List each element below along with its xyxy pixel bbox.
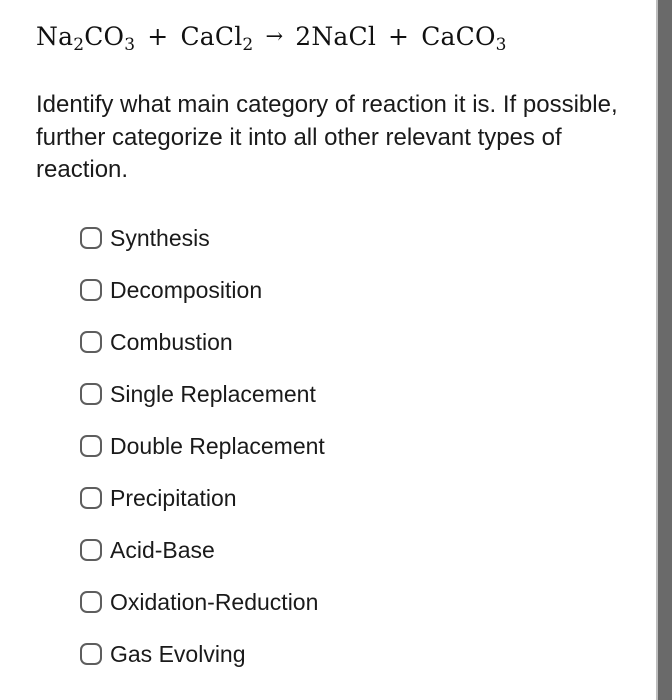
option-gas-evolving[interactable] [80,628,325,680]
option-label: Combustion [110,328,233,355]
checkbox[interactable] [80,279,102,301]
option-label: Oxidation-Reduction [110,588,319,615]
checkbox[interactable] [80,435,102,457]
option-label: Single Replacement [110,380,316,407]
answer-options [80,212,325,680]
reactant-sodium-carbonate: $Na_2CO_3$ [36,22,136,55]
product-sodium-chloride: 2NaCl [295,22,377,51]
checkbox[interactable] [80,487,102,509]
option-label: Acid-Base [110,536,215,563]
reactant-calcium-chloride: CaCl$_2$ [180,22,254,55]
option-oxidation-reduction[interactable] [80,576,325,628]
checkbox[interactable] [80,331,102,353]
window-border [658,0,672,700]
plus-sign: + [147,22,169,51]
checkbox[interactable] [80,539,102,561]
option-decomposition[interactable] [80,264,325,316]
product-calcium-carbonate: CaCO$_3$ [421,22,507,55]
option-synthesis[interactable] [80,212,325,264]
chemical-equation [36,22,507,55]
checkbox[interactable] [80,383,102,405]
reaction-arrow: → [265,24,284,48]
option-label: Synthesis [110,224,210,251]
option-label: Gas Evolving [110,640,246,667]
question-text: Identify what main category of reaction it is. If possible, further categorize it into all other relevant types of reaction. [36,91,618,183]
plus-sign: + [388,22,410,51]
option-label: Decomposition [110,276,263,303]
option-label: Double Replacement [110,432,325,459]
option-precipitation[interactable] [80,472,325,524]
checkbox[interactable] [80,643,102,665]
option-single-replacement[interactable] [80,368,325,420]
option-acid-base[interactable] [80,524,325,576]
option-double-replacement[interactable] [80,420,325,472]
checkbox[interactable] [80,227,102,249]
option-label: Precipitation [110,484,237,511]
option-combustion[interactable] [80,316,325,368]
checkbox[interactable] [80,591,102,613]
